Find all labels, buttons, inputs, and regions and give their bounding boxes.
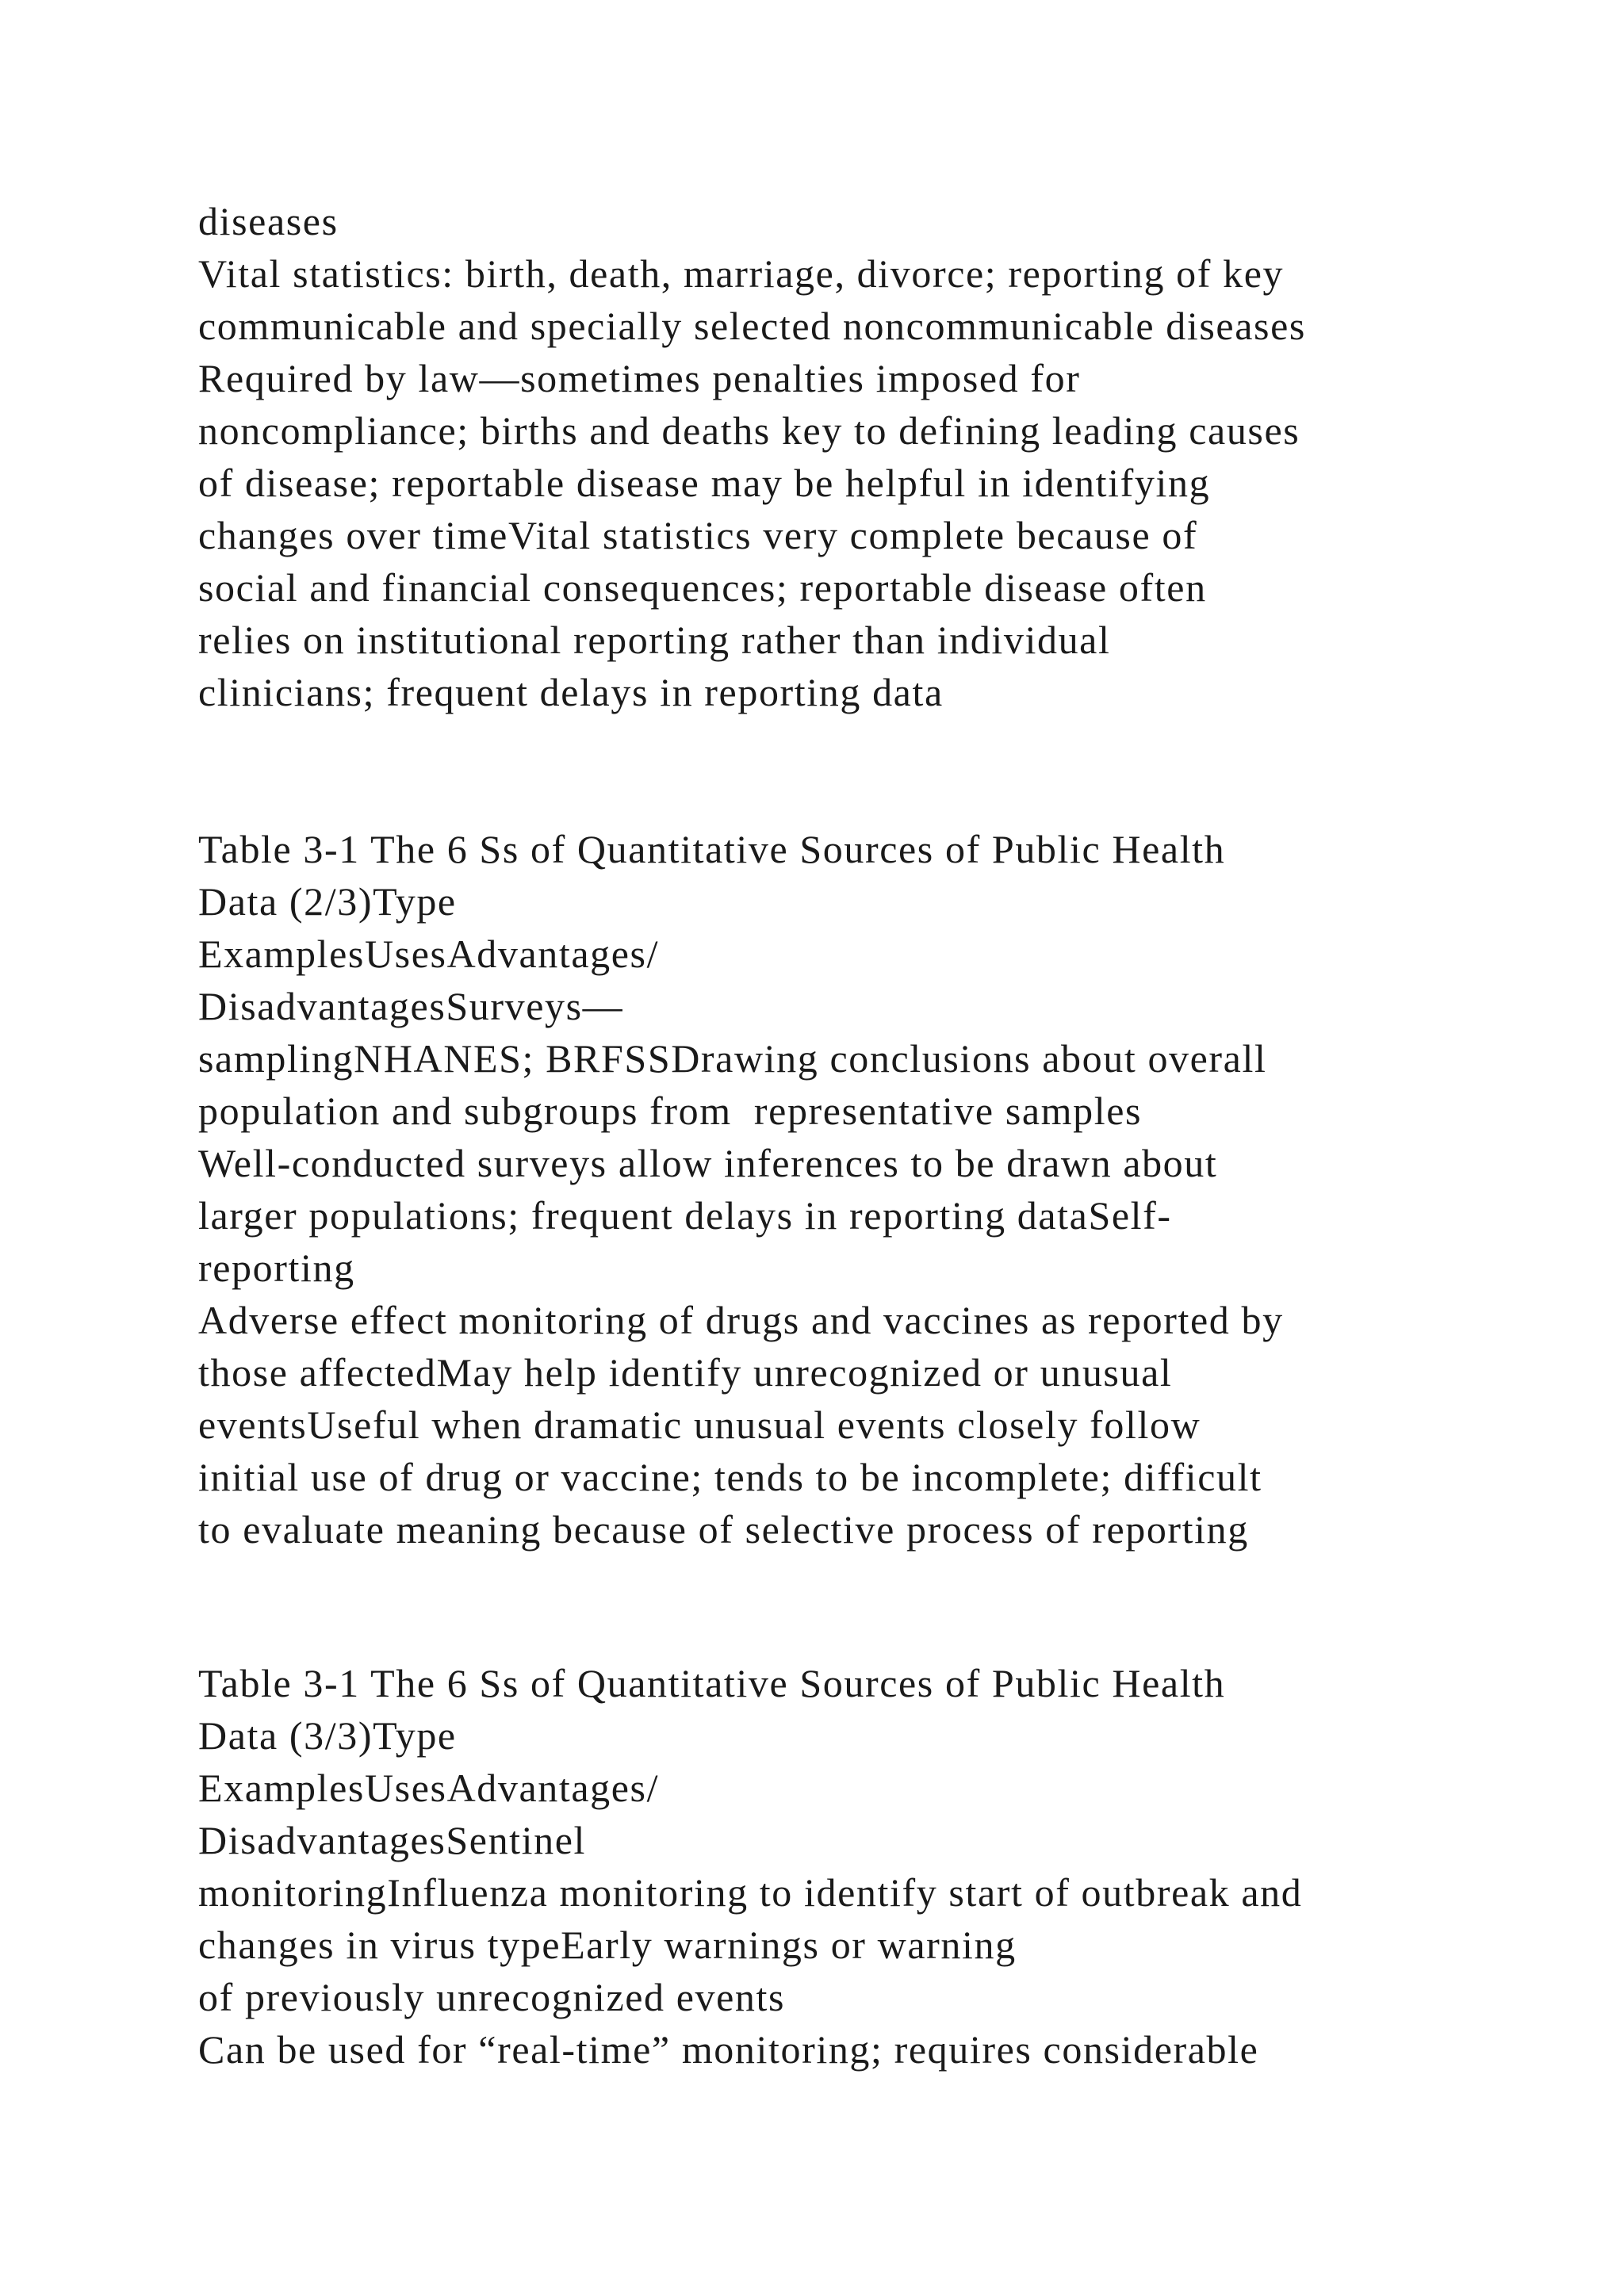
text-line: samplingNHANES; BRFSSDrawing conclusions about overall [198, 1036, 1267, 1081]
table-title-line: Table 3-1 The 6 Ss of Quantitative Sources of Public Health [198, 827, 1226, 871]
text-line: changes over timeVital statistics very complete because of [198, 513, 1198, 557]
text-line: clinicians; frequent delays in reporting data [198, 670, 944, 714]
text-line: changes in virus typeEarly warnings or warning [198, 1923, 1017, 1967]
text-line: DisadvantagesSentinel [198, 1818, 587, 1862]
text-line: population and subgroups from representative samples [198, 1089, 1143, 1133]
text-line: ExamplesUsesAdvantages/ [198, 932, 660, 976]
text-line: diseases [198, 199, 339, 243]
table-3-1-part-3 [198, 1657, 1546, 2076]
text-line: monitoringInfluenza monitoring to identify start of outbreak and [198, 1870, 1303, 1915]
text-line: DisadvantagesSurveys— [198, 984, 624, 1028]
text-line: of previously unrecognized events [198, 1975, 786, 2019]
table-title-line: Table 3-1 The 6 Ss of Quantitative Sources of Public Health [198, 1661, 1226, 1705]
text-line: Data (2/3)Type [198, 879, 457, 924]
text-line: larger populations; frequent delays in reporting dataSelf- [198, 1193, 1172, 1238]
text-line: Adverse effect monitoring of drugs and vaccines as reported by [198, 1298, 1284, 1342]
text-line: noncompliance; births and deaths key to defining leading causes [198, 408, 1300, 453]
text-line: Well-conducted surveys allow inferences to be drawn about [198, 1141, 1218, 1185]
text-line: eventsUseful when dramatic unusual events closely follow [198, 1402, 1201, 1447]
text-line: Required by law—sometimes penalties imposed for [198, 356, 1081, 400]
text-line: of disease; reportable disease may be helpful in identifying [198, 461, 1211, 505]
text-line: Data (3/3)Type [198, 1713, 457, 1758]
text-line: Vital statistics: birth, death, marriage, divorce; reporting of key [198, 251, 1285, 296]
text-line: relies on institutional reporting rather than individual [198, 618, 1111, 662]
table-3-1-part-2 [198, 823, 1546, 1556]
text-line: reporting [198, 1246, 355, 1290]
text-line: those affectedMay help identify unrecognized or unusual [198, 1350, 1173, 1395]
text-line: social and financial consequences; reportable disease often [198, 565, 1207, 610]
text-line: Can be used for “real-time” monitoring; requires considerable [198, 2027, 1259, 2072]
text-block-vital-statistics [198, 195, 1546, 718]
text-line: to evaluate meaning because of selective process of reporting [198, 1507, 1249, 1552]
text-line: initial use of drug or vaccine; tends to be incomplete; difficult [198, 1455, 1262, 1499]
text-line: ExamplesUsesAdvantages/ [198, 1766, 660, 1810]
text-line: communicable and specially selected noncommunicable diseases [198, 304, 1306, 348]
